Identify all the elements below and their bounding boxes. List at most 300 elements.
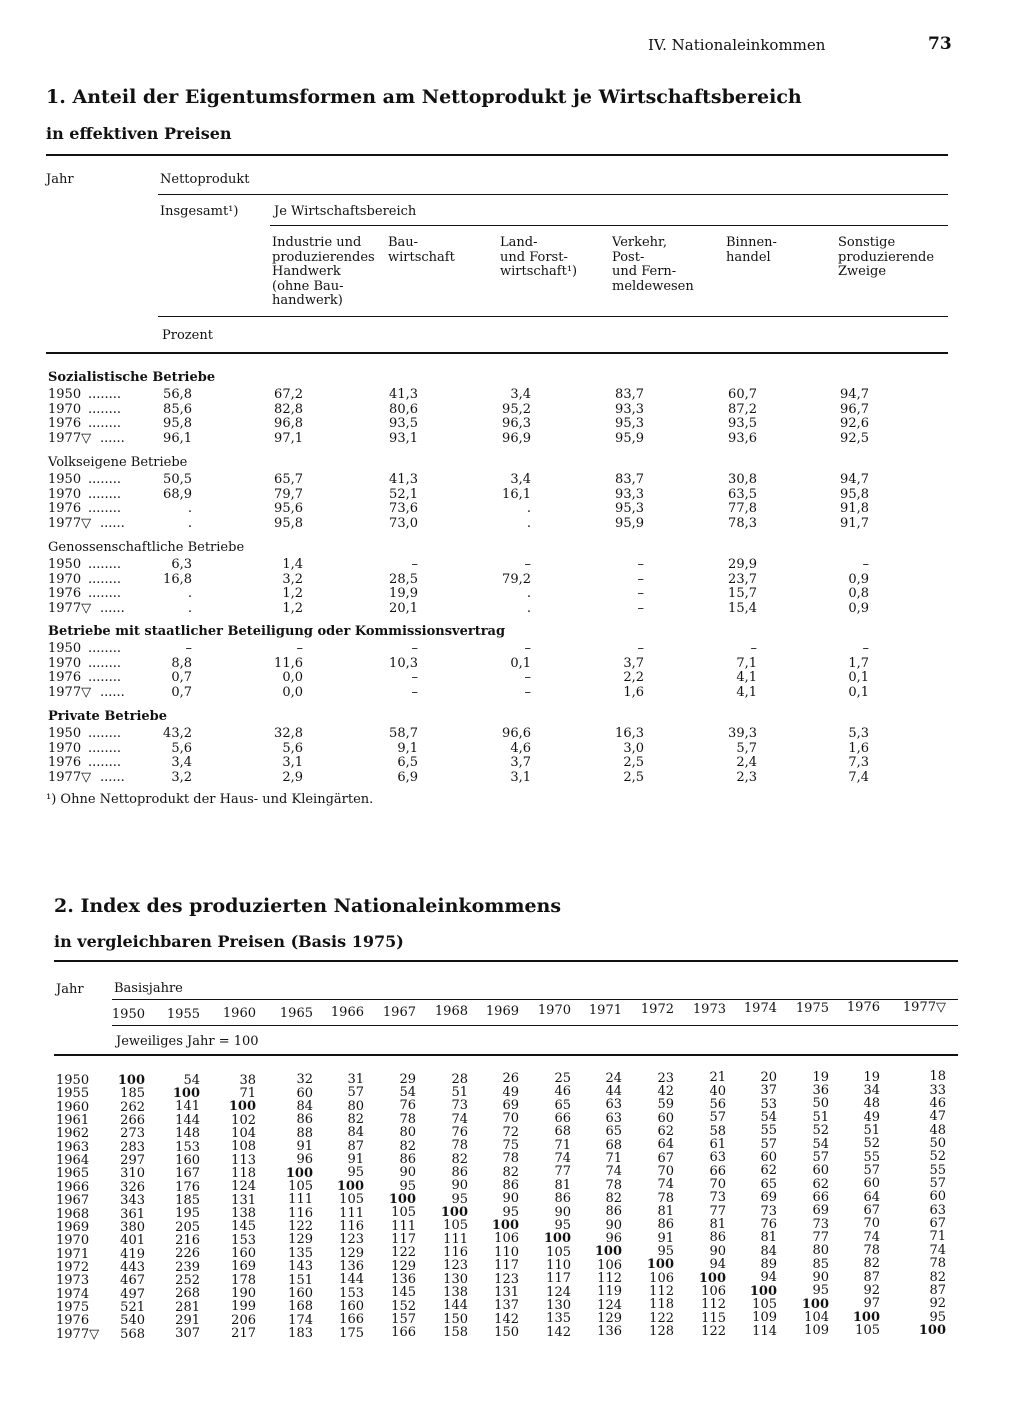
table1-cell: 95,9: [615, 515, 644, 531]
table2-cell: 143: [288, 1259, 313, 1275]
table2-cell: 82: [863, 1256, 880, 1272]
table1-cell: –: [524, 641, 531, 656]
table2-title: 2. Index des produzierten Nationaleinkommens: [54, 895, 562, 917]
table2-cell: 105: [752, 1296, 777, 1312]
table2-cell: 540: [120, 1313, 145, 1329]
table1-rule-2: [270, 225, 948, 226]
table2-cell: 111: [288, 1192, 313, 1208]
table2-cell: 76: [451, 1124, 468, 1140]
table2-cell: 217: [231, 1326, 256, 1342]
table2-col-basis: Basisjahre: [114, 981, 183, 996]
table2-cell: 281: [175, 1299, 200, 1315]
table1-cell: 23,7: [728, 571, 757, 587]
table2-cell: 160: [175, 1152, 200, 1168]
table1-cell: 3,4: [510, 387, 531, 402]
table1-cell: 0,8: [848, 586, 869, 601]
table2-cell: 81: [709, 1217, 726, 1233]
table2-cell: 95: [502, 1204, 519, 1220]
table2-cell: 205: [175, 1219, 200, 1235]
table2-cell: 90: [812, 1270, 829, 1285]
table1-cell: 92,5: [840, 430, 869, 446]
table2-cell: 199: [231, 1299, 256, 1315]
table1-cell: –: [862, 557, 869, 572]
table1-cell: –: [750, 641, 757, 656]
table2-cell: 86: [296, 1112, 313, 1128]
table2-cell: 145: [391, 1285, 416, 1301]
table2-cell: 130: [546, 1297, 571, 1313]
table1-cell: 16,8: [163, 571, 192, 587]
table2-cell: 185: [120, 1086, 145, 1102]
table2-cell: 73: [812, 1216, 829, 1232]
table2-cell: 74: [451, 1111, 468, 1127]
table1-cell: –: [637, 600, 644, 616]
table1-cell: 95,9: [615, 430, 644, 446]
table2-cell: 206: [231, 1312, 256, 1328]
table2-cell: 78: [502, 1151, 519, 1167]
table1-footnote: ¹) Ohne Nettoprodukt der Haus- und Kleingärten.: [46, 792, 374, 807]
table1-cell: 3,1: [282, 755, 303, 770]
running-header: IV. Nationaleinkommen: [648, 36, 826, 54]
table2-cell: 153: [339, 1285, 364, 1301]
table1-cell: –: [411, 670, 418, 685]
table2-cell: 124: [546, 1284, 571, 1300]
table2-cell: 150: [443, 1311, 468, 1327]
table2-cell: 142: [546, 1324, 571, 1340]
table2-cell: 401: [120, 1233, 145, 1249]
table2-cell: 65: [760, 1176, 777, 1192]
table1-cell: 92,6: [840, 416, 869, 431]
table2-row-year: 1962: [56, 1126, 90, 1142]
table2-cell: 47: [929, 1109, 946, 1125]
table1-row-year: 1970: [48, 655, 82, 671]
table2-cell: 129: [288, 1232, 313, 1248]
table1-row-leader: ......: [100, 600, 125, 616]
table2-cell: 95: [812, 1283, 829, 1299]
table2-row-year: 1972: [56, 1259, 90, 1275]
table1-cell: 60,7: [728, 387, 757, 402]
table2-cell: 66: [709, 1163, 726, 1179]
table1-cell: 20,1: [389, 600, 418, 616]
table1-cell: 82,8: [274, 401, 303, 417]
table2-basis-year: 1968: [434, 1004, 468, 1019]
table1-row-leader: ........: [88, 740, 122, 756]
table2-cell: 100: [336, 1178, 364, 1194]
table2-cell: 119: [597, 1284, 622, 1300]
table1-cell: –: [637, 557, 644, 572]
table2-cell: 115: [701, 1310, 726, 1326]
table2-cell: 92: [929, 1296, 946, 1312]
table1-cell: 1,6: [848, 740, 869, 756]
table2-row-year: 1960: [56, 1099, 90, 1115]
table1-cell: 2,5: [623, 769, 644, 785]
table1-cell: 2,3: [736, 769, 757, 785]
table1-cell: 93,3: [615, 486, 644, 502]
table2-cell: 102: [231, 1112, 256, 1128]
table2-cell: 77: [554, 1164, 571, 1180]
table1-cell: 77,8: [728, 501, 757, 516]
table1-cell: .: [187, 515, 192, 531]
table1-cell: 4,1: [736, 670, 757, 685]
table2-basis-year: 1971: [588, 1002, 622, 1018]
table1-cell: 1,7: [848, 655, 869, 671]
table2-cell: 82: [605, 1190, 622, 1206]
table2-cell: 54: [812, 1136, 829, 1152]
table1-row-year: 1976: [48, 501, 82, 516]
table1-row-year: 1977▽: [48, 684, 92, 700]
table2-cell: 158: [443, 1325, 468, 1341]
table2-cell: 62: [657, 1123, 674, 1139]
table2-cell: 266: [120, 1113, 145, 1129]
table2-cell: 91: [347, 1152, 364, 1168]
table1-row-year: 1950: [48, 557, 82, 572]
table2-cell: 81: [554, 1177, 571, 1193]
table1-cell: 7,4: [848, 769, 869, 785]
table1-row-year: 1976: [48, 670, 82, 685]
table2-cell: 268: [175, 1286, 200, 1302]
table2-cell: 46: [929, 1095, 946, 1111]
table1-row-year: 1970: [48, 740, 82, 756]
table1-cell: –: [296, 641, 303, 656]
table2-cell: 60: [760, 1150, 777, 1166]
table2-row-year: 1969: [56, 1219, 90, 1235]
table1-row-leader: ......: [100, 430, 125, 446]
table1-row-leader: ........: [88, 472, 122, 487]
table2-cell: 568: [120, 1326, 145, 1342]
table1-cell: .: [187, 586, 192, 601]
table2-cell: 84: [347, 1125, 364, 1141]
table1-cell: 96,6: [502, 726, 531, 741]
table2-cell: 153: [175, 1139, 200, 1155]
table2-cell: 114: [752, 1323, 777, 1339]
table2-cell: 51: [812, 1109, 829, 1125]
table1-column-header-line: handel: [726, 249, 771, 265]
table2-cell: 307: [175, 1326, 200, 1342]
table2-cell: 60: [657, 1110, 674, 1126]
table1-cell: 29,9: [728, 557, 757, 572]
table2-row-year: 1974: [56, 1286, 90, 1302]
table2-cell: 105: [288, 1179, 313, 1195]
table2-cell: 18: [929, 1069, 946, 1085]
table1-row-year: 1950: [48, 387, 82, 402]
table1-cell: –: [637, 641, 644, 656]
table2-cell: 190: [231, 1286, 256, 1302]
table2-cell: 86: [554, 1191, 571, 1207]
table1-cell: 2,9: [282, 769, 303, 785]
table2-cell: 112: [701, 1297, 726, 1313]
table1-cell: 30,8: [728, 472, 757, 487]
table1-column-header-line: und Fern-: [612, 264, 677, 279]
table1-cell: .: [526, 501, 531, 516]
table2-cell: 24: [605, 1070, 622, 1086]
table2-cell: 70: [709, 1177, 726, 1193]
table1-cell: 93,5: [728, 416, 757, 431]
table2-cell: 90: [451, 1178, 468, 1194]
table2-basis-year: 1950: [111, 1007, 145, 1022]
table2-cell: 131: [231, 1192, 256, 1208]
table2-cell: 57: [929, 1176, 946, 1192]
table1-cell: 1,4: [282, 557, 303, 572]
table1-column-header-line: Industrie und: [272, 235, 362, 250]
table1-row-year: 1977▽: [48, 769, 92, 785]
table2-cell: 216: [175, 1232, 200, 1248]
table1-cell: 9,1: [397, 740, 418, 756]
table2-cell: 117: [546, 1271, 571, 1287]
table1-cell: 1,2: [282, 600, 303, 616]
table1-column-header-line: Zweige: [838, 264, 887, 279]
table1-row-year: 1976: [48, 416, 82, 431]
table1-cell: 2,2: [623, 670, 644, 685]
table2-row-year: 1966: [56, 1179, 90, 1195]
table2-cell: 46: [554, 1084, 571, 1100]
table2-cell: 31: [347, 1072, 364, 1087]
table1-row-leader: ........: [88, 557, 122, 572]
table1-cell: 73,6: [389, 501, 418, 516]
table2-cell: 106: [701, 1283, 726, 1299]
table2-cell: 95: [451, 1191, 468, 1207]
table2-cell: 57: [347, 1085, 364, 1101]
table2-cell: 273: [120, 1126, 145, 1142]
table2-row-year: 1970: [56, 1233, 90, 1249]
table2-cell: 100: [918, 1322, 946, 1338]
table2-cell: 100: [172, 1086, 200, 1102]
table1-rule-3: [158, 316, 948, 317]
table2-cell: 74: [863, 1229, 880, 1245]
table1-cell: 43,2: [163, 726, 192, 741]
table1-cell: 0,7: [171, 684, 192, 700]
table2-cell: 145: [231, 1219, 256, 1235]
table1-row-leader: ........: [88, 486, 122, 502]
table2-cell: 176: [175, 1179, 200, 1195]
table2-cell: 130: [443, 1271, 468, 1287]
table2-cell: 136: [391, 1272, 416, 1287]
table1-row-year: 1976: [48, 755, 82, 770]
table2-basis-year: 1976: [846, 1000, 880, 1015]
table2-cell: 135: [546, 1311, 571, 1327]
table2-cell: 326: [120, 1179, 145, 1195]
table2-cell: 28: [451, 1071, 468, 1087]
table2-cell: 53: [760, 1096, 777, 1112]
table1-group-label: Volkseigene Betriebe: [48, 455, 188, 470]
table1-cell: 79,2: [502, 571, 531, 587]
table1-cell: 4,1: [736, 684, 757, 700]
table1-cell: 94,7: [840, 387, 869, 402]
table2-cell: 61: [709, 1137, 726, 1152]
table2-cell: 178: [231, 1272, 256, 1288]
table1-cell: 93,1: [389, 430, 418, 446]
table2-cell: 144: [443, 1298, 468, 1314]
table2-cell: 95: [554, 1217, 571, 1233]
table1-unit: Prozent: [162, 328, 213, 343]
table2-row-year: 1968: [56, 1206, 90, 1222]
table1-group-label: Sozialistische Betriebe: [48, 370, 216, 385]
table2-basis-year: 1960: [222, 1006, 256, 1021]
table1-column-header-line: Binnen-: [726, 235, 777, 250]
table1-column-header-line: Land-: [500, 235, 538, 250]
table2-cell: 73: [709, 1190, 726, 1206]
table2-cell: 80: [399, 1125, 416, 1141]
table1-cell: 87,2: [728, 401, 757, 417]
table1-cell: 67,2: [274, 387, 303, 402]
table1-row-year: 1977▽: [48, 515, 92, 531]
table2-cell: 82: [451, 1151, 468, 1167]
table1-cell: 0,1: [510, 655, 531, 671]
table1-cell: 94,7: [840, 472, 869, 487]
table1-cell: 96,1: [163, 430, 192, 446]
table2-cell: 89: [760, 1256, 777, 1272]
table1-cell: 65,7: [274, 472, 303, 487]
table2-basis-year: 1974: [743, 1001, 777, 1016]
table2-cell: 150: [494, 1324, 519, 1340]
table2-cell: 87: [929, 1282, 946, 1298]
table2-cell: 65: [605, 1124, 622, 1140]
table2-cell: 129: [391, 1258, 416, 1274]
table2-cell: 100: [646, 1257, 674, 1273]
table2-cell: 49: [502, 1084, 519, 1100]
table1-cell: 91,7: [840, 515, 869, 531]
table2-cell: 106: [597, 1257, 622, 1273]
table2-cell: 105: [855, 1323, 880, 1339]
table2-cell: 95: [347, 1165, 364, 1181]
table1-cell: 93,5: [389, 416, 418, 431]
table1-rule-1: [158, 194, 948, 195]
table1-group-label: Genossenschaftliche Betriebe: [48, 540, 245, 555]
table1-cell: 6,5: [397, 755, 418, 770]
table2-cell: 80: [347, 1098, 364, 1114]
table1-column-header-line: (ohne Bau-: [272, 278, 344, 294]
table1-cell: –: [524, 557, 531, 572]
table1-cell: 68,9: [163, 486, 192, 502]
table1-cell: .: [187, 501, 192, 516]
table1-column-header-line: Post-: [612, 249, 645, 265]
table1-cell: 3,2: [282, 571, 303, 587]
table1-column-header-line: Handwerk: [272, 264, 341, 279]
table2-cell: 105: [443, 1218, 468, 1234]
table2-cell: 90: [399, 1165, 416, 1181]
table1-cell: 19,9: [389, 586, 418, 601]
table1-top-rule: [46, 154, 948, 156]
table1-row-year: 1950: [48, 726, 82, 741]
table1-group-label: Betriebe mit staatlicher Beteiligung oder Kommissionsvertrag: [48, 624, 506, 639]
table1-cell: 1,6: [623, 684, 644, 700]
table2-cell: 48: [863, 1096, 880, 1112]
table1-row-leader: ........: [88, 501, 122, 516]
table2-basis-year: 1966: [330, 1005, 364, 1020]
table2-cell: 66: [554, 1111, 571, 1127]
table2-rule-2: [112, 1025, 958, 1026]
table1-cell: 52,1: [389, 486, 418, 502]
table2-cell: 100: [698, 1270, 726, 1286]
table2-cell: 71: [554, 1137, 571, 1153]
table1-row-leader: ........: [88, 655, 122, 671]
table2-cell: 95: [657, 1244, 674, 1260]
table2-cell: 112: [597, 1271, 622, 1286]
table2-cell: 144: [339, 1272, 364, 1288]
table2-cell: 44: [605, 1084, 622, 1100]
table2-cell: 19: [812, 1069, 829, 1085]
table2-cell: 55: [760, 1123, 777, 1139]
table2-cell: 86: [399, 1151, 416, 1167]
table2-cell: 141: [175, 1099, 200, 1115]
table2-cell: 100: [801, 1296, 829, 1312]
table2-cell: 57: [812, 1149, 829, 1165]
table2-cell: 166: [391, 1325, 416, 1341]
table2-cell: 160: [231, 1246, 256, 1262]
table2-cell: 29: [399, 1071, 416, 1087]
table2-cell: 94: [760, 1270, 777, 1286]
table2-cell: 111: [391, 1218, 416, 1234]
table2-cell: 57: [863, 1162, 880, 1178]
table2-rule-1: [112, 999, 958, 1000]
table1-cell: 2,4: [736, 755, 757, 770]
table2-cell: 66: [812, 1189, 829, 1205]
table2-cell: 19: [863, 1069, 880, 1085]
table1-cell: 1,2: [282, 586, 303, 601]
table1-header-rule: [46, 352, 948, 354]
table2-cell: 94: [709, 1257, 726, 1273]
table2-cell: 117: [391, 1231, 416, 1247]
table1-cell: 95,8: [163, 416, 192, 431]
table1-cell: 39,3: [728, 726, 757, 741]
table2-cell: 32: [296, 1072, 313, 1088]
table1-group-label: Private Betriebe: [48, 709, 168, 724]
table2-basis-year: 1967: [382, 1004, 416, 1020]
table1-row-year: 1970: [48, 486, 82, 502]
table1-cell: 15,7: [728, 586, 757, 601]
table1-cell: .: [187, 600, 192, 616]
table2-cell: 122: [701, 1323, 726, 1339]
table1-cell: 3,0: [623, 740, 644, 756]
table2-cell: 110: [546, 1257, 571, 1273]
table1-col-jahr: Jahr: [46, 172, 74, 187]
table1-cell: 96,8: [274, 416, 303, 431]
table1-cell: 95,8: [840, 486, 869, 502]
table2-cell: 467: [120, 1273, 145, 1289]
table1-cell: 95,6: [274, 501, 303, 516]
table2-cell: 55: [929, 1162, 946, 1178]
table2-cell: 86: [709, 1230, 726, 1246]
table2-cell: 69: [502, 1097, 519, 1113]
table1-cell: 8,8: [171, 655, 192, 671]
table2-cell: 60: [863, 1176, 880, 1192]
table2-cell: 23: [657, 1070, 674, 1086]
table2-cell: 51: [451, 1084, 468, 1100]
table1-column-header-line: wirtschaft¹): [500, 264, 578, 279]
table2-cell: 40: [709, 1083, 726, 1099]
table2-cell: 116: [443, 1245, 468, 1261]
table1-cell: 97,1: [274, 430, 303, 446]
table1-cell: –: [524, 684, 531, 700]
table2-cell: 74: [554, 1151, 571, 1167]
table2-cell: 106: [494, 1231, 519, 1247]
table2-cell: 117: [494, 1258, 519, 1274]
table1-row-year: 1970: [48, 571, 82, 587]
table1-column-header-line: produzierende: [838, 249, 935, 265]
table2-cell: 26: [502, 1071, 519, 1087]
table2-cell: 195: [175, 1206, 200, 1222]
table1-cell: 28,5: [389, 571, 418, 587]
table2-cell: 105: [391, 1205, 416, 1221]
table1-row-leader: ......: [100, 515, 125, 531]
table2-cell: 105: [339, 1192, 364, 1208]
table2-cell: 62: [812, 1176, 829, 1192]
table1-cell: –: [411, 684, 418, 700]
table2-cell: 361: [120, 1206, 145, 1222]
table2-cell: 64: [657, 1137, 674, 1153]
table2-row-year: 1973: [56, 1273, 90, 1289]
table2-cell: 52: [863, 1136, 880, 1152]
table2-cell: 81: [657, 1204, 674, 1219]
table2-cell: 100: [749, 1283, 777, 1299]
